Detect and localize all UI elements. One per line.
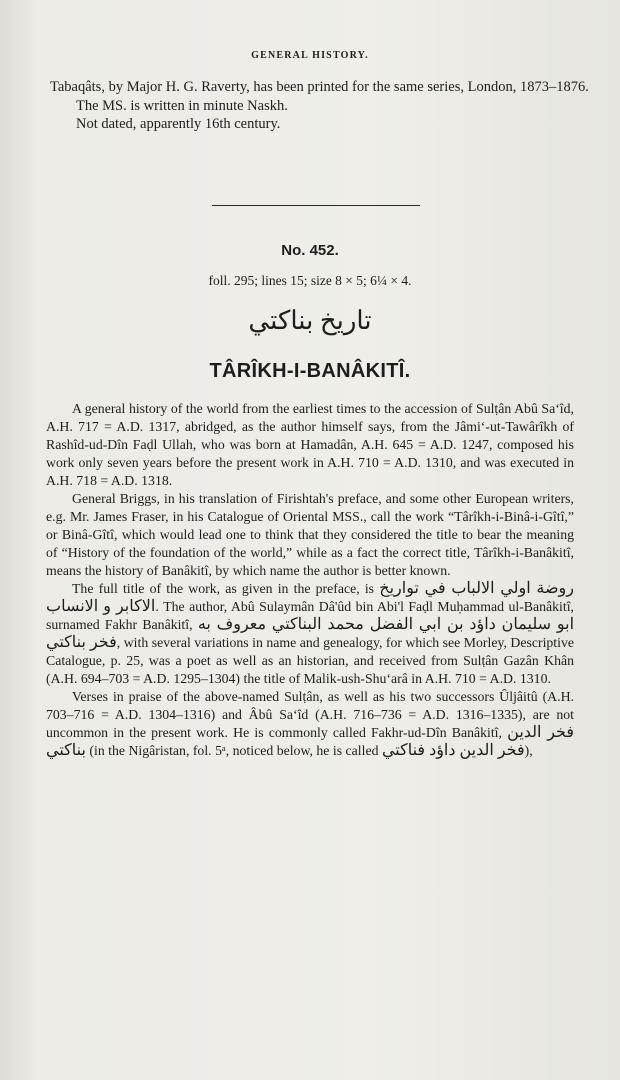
previous-entry-line: Tabaqâts, by Major H. G. Raverty, has been printed for the same series, London, 1873–1876. xyxy=(50,79,589,95)
work-title: TÂRÎKH-I-BANÂKITÎ. xyxy=(209,360,411,382)
section-divider xyxy=(212,205,420,206)
running-head: GENERAL HISTORY. xyxy=(251,50,369,61)
manuscript-physical-description: foll. 295; lines 15; size 8 × 5; 6¼ × 4. xyxy=(208,273,412,288)
body-paragraph: A general history of the world from the earliest times to the accession of Sulṭân Abû Sa‘îd, A.H. 717 = A.D. 1317, abridged, as the author himself says, from the Jâmi‘-ut-Tawârîkh of Rashîd-ud-Dîn Faḍl Ullah, who was born at Hamadân, A.H. 645 = A.D. 1247, composed his work only seven years before the present work in A.H. 710 = A.D. 1310, and was executed in A.H. 718 = A.D. 1318. xyxy=(46,401,574,488)
arabic-phrase: فخر الدين داؤد فناكتي xyxy=(381,742,525,759)
body-paragraph-full-title xyxy=(46,580,574,688)
arabic-phrase: فخر الدين بناكتي xyxy=(46,724,575,759)
paragraph-text: , with several variations in name and genealogy, for which see Morley, Descriptive Catalogue, p. 25, was a poet as well as an historian, and received from Sulṭân Gazân Khân (A.H. 694–703 = A.D. 1295–1304) the title of Malik-ush-Shu‘arâ in A.H. 710 = A.D. 1310. xyxy=(46,635,574,686)
arabic-phrase: ابو سليمان داؤد بن ابي الفضل محمد البناكتي معروف به فخر بناكتي xyxy=(46,616,575,651)
paragraph-text: Verses in praise of the above-named Sulṭân, as well as his two successors Ûljâitû (A.H. 703–716 = A.D. 1304–1316) and Âbû Sa‘îd (A.H. 716–736 = A.D. 1316–1335), are not uncommon in the present work. He is commonly called Fakhr-ud-Dîn Banâkitî, xyxy=(46,689,574,740)
previous-entry-line: The MS. is written in minute Naskh. xyxy=(76,97,288,114)
body-paragraph: General Briggs, in his translation of Firishtah's preface, and some other European writers, e.g. Mr. James Fraser, in his Catalogue of Oriental MSS., call the work “Târîkh-i-Binâ-i-Gîtî,” or Binâ-Gîtî, which would lead one to think that they considered the title to bear the meaning of “History of the foundation of the world,” while as a fact the correct title, Târîkh-i-Banâkitî, means the history of Banâkitî, by which name the author is better known. xyxy=(46,491,574,578)
arabic-title: تاريخ بناكتي xyxy=(248,306,372,335)
paragraph-text: (in the Nigâristan, fol. 5ᵃ, noticed below, he is called xyxy=(89,743,379,758)
previous-entry-line: Not dated, apparently 16th century. xyxy=(76,116,281,132)
paragraph-text: The full title of the work, as given in the preface, is xyxy=(72,581,375,596)
paragraph-text: ), xyxy=(524,743,533,758)
paragraph-text: . The author, Abû Sulaymân Dâ'ûd bin Abi'l Faḍl Muḥammad ul-Banâkitî, surnamed Fakhr Banâkitî, xyxy=(46,599,574,632)
entry-number: No. 452. xyxy=(281,242,339,259)
previous-entry-tail xyxy=(50,78,590,134)
arabic-phrase: روضة اولي الالباب في تواريخ الاكابر و الانساب xyxy=(46,580,574,615)
body-paragraph-verses xyxy=(46,688,574,760)
entry-body xyxy=(46,400,574,760)
